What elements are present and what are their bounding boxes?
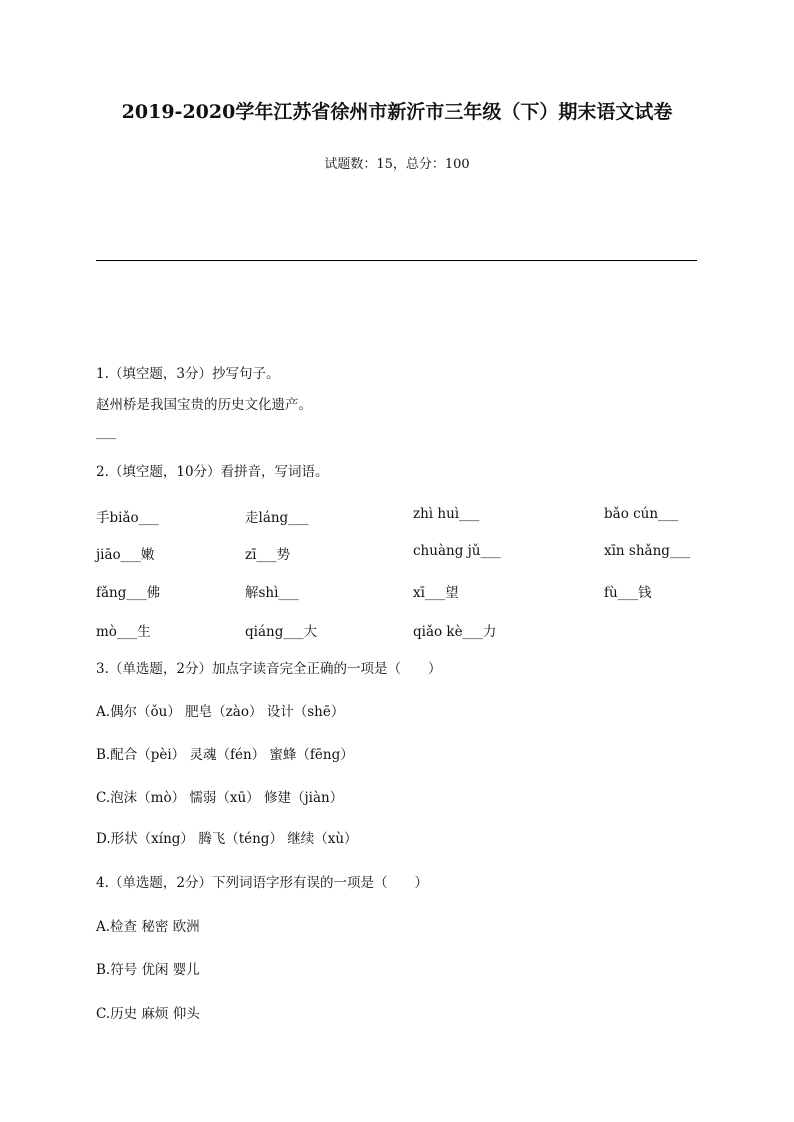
header-divider xyxy=(96,260,697,261)
pinyin-item: fǎng___佛 xyxy=(96,585,161,601)
question-3-stem: 3.（单选题，2分）加点字读音完全正确的一项是（ ） xyxy=(96,661,442,677)
question-3-option-c: C.泡沫（mò） 懦弱（xū） 修建（jiàn） xyxy=(96,790,344,806)
pinyin-item: qiǎo kè___力 xyxy=(413,624,497,640)
question-3-option-d: D.形状（xíng） 腾飞（téng） 继续（xù） xyxy=(96,831,358,847)
question-4-option-b: B.符号 优闲 婴儿 xyxy=(96,962,200,978)
pinyin-item: 解shì___ xyxy=(245,585,299,601)
pinyin-item: xī___望 xyxy=(413,585,459,601)
pinyin-item: 走láng___ xyxy=(245,510,309,526)
question-2-stem: 2.（填空题，10分）看拼音，写词语。 xyxy=(96,464,329,480)
pinyin-item: mò___生 xyxy=(96,624,151,640)
pinyin-item: xīn shǎng___ xyxy=(604,543,691,559)
question-1-answer-blank: ___ xyxy=(96,424,117,440)
pinyin-item: jiāo___嫩 xyxy=(96,547,155,563)
question-3-option-b: B.配合（pèi） 灵魂（fén） 蜜蜂（fēng） xyxy=(96,747,354,763)
document-title: 2019-2020学年江苏省徐州市新沂市三年级（下）期末语文试卷 xyxy=(121,101,673,123)
pinyin-item: fù___钱 xyxy=(604,585,652,601)
question-4-option-c: C.历史 麻烦 仰头 xyxy=(96,1006,200,1022)
pinyin-item: chuàng jǔ___ xyxy=(413,543,501,559)
question-1-sentence: 赵州桥是我国宝贵的历史文化遗产。 xyxy=(96,397,312,413)
question-4-option-a: A.检查 秘密 欧洲 xyxy=(96,919,200,935)
pinyin-item: qiáng___大 xyxy=(245,624,318,640)
pinyin-item: zī___势 xyxy=(245,547,291,563)
document-meta: 试题数：15，总分：100 xyxy=(324,157,470,172)
pinyin-item: zhì huì___ xyxy=(413,506,480,522)
question-3-option-a: A.偶尔（ǒu） 肥皂（zào） 设计（shē） xyxy=(96,704,345,720)
question-4-stem: 4.（单选题，2分）下列词语字形有误的一项是（ ） xyxy=(96,875,428,891)
question-1-stem: 1.（填空题，3分）抄写句子。 xyxy=(96,366,280,382)
pinyin-item: 手biǎo___ xyxy=(96,510,159,526)
pinyin-item: bǎo cún___ xyxy=(604,506,679,522)
